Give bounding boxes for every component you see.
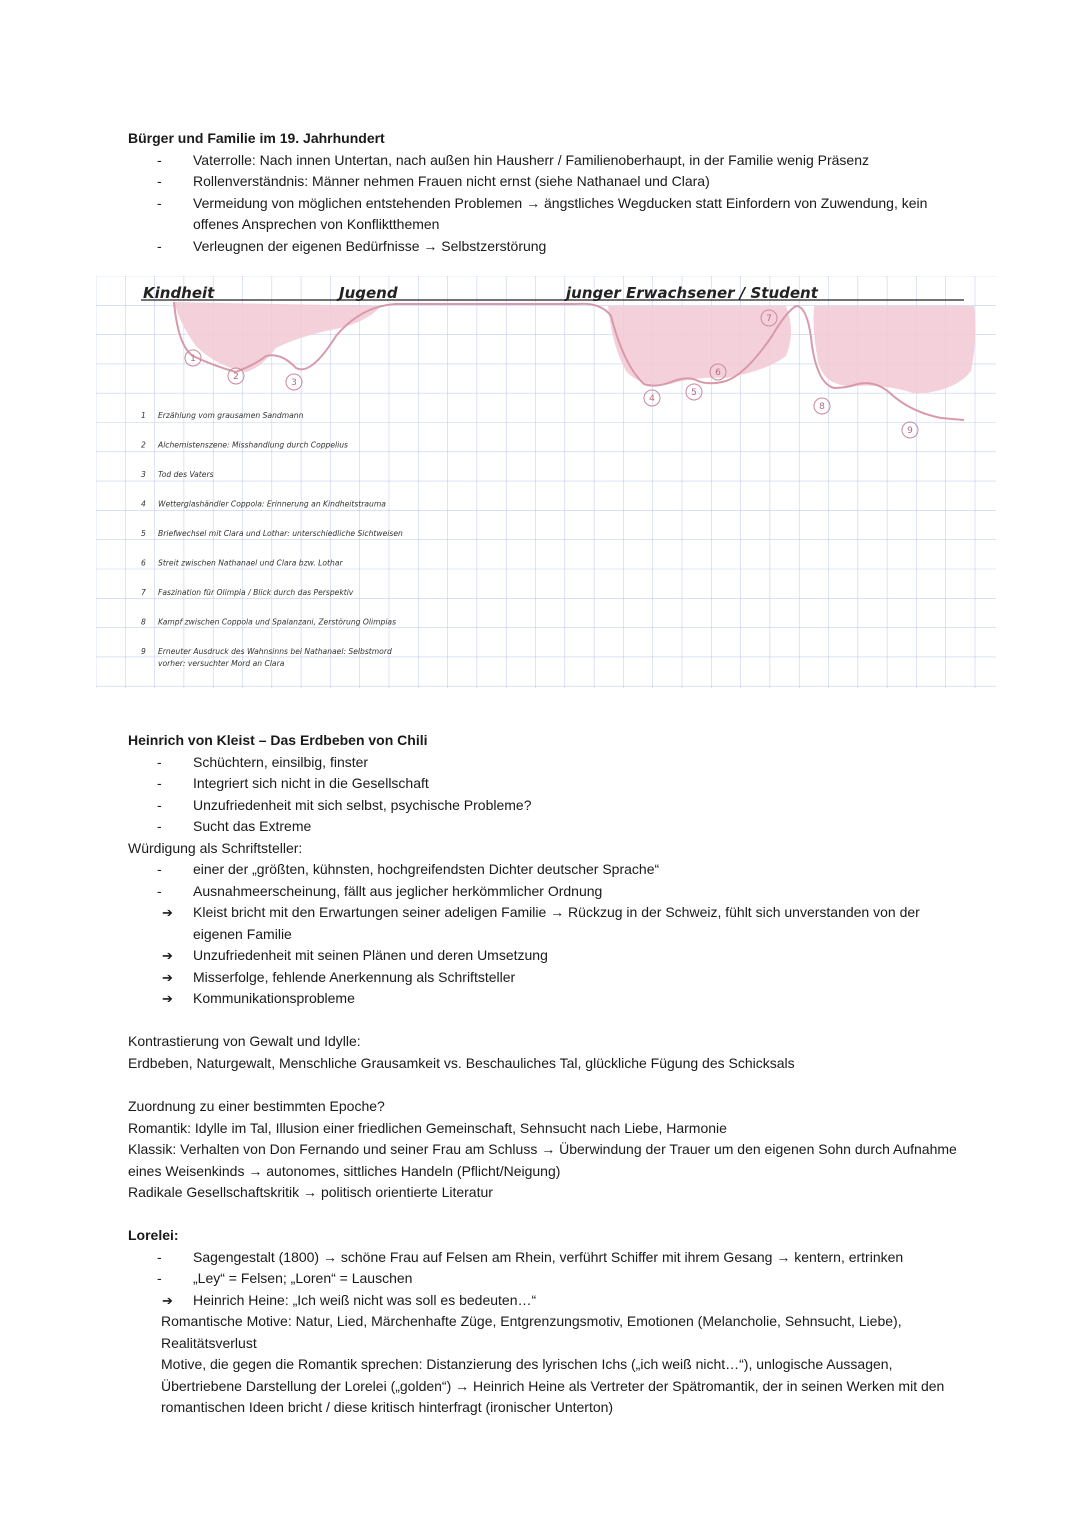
paragraph: Klassik: Verhalten von Don Fernando und seiner Frau am Schluss → Überwindung der Trauer um den eigenen Sohn durch Aufnahme eines Weisenkinds → autonomes, sittliches Handeln (Pflicht/Neigung)	[128, 1141, 957, 1179]
bullet-list	[128, 752, 958, 838]
list-item: - Rollenverständnis: Männer nehmen Frauen nicht ernst (siehe Nathanael und Clara)	[128, 171, 958, 193]
section-kleist	[128, 730, 958, 1010]
legend-number: 8	[141, 617, 146, 627]
legend-number: 4	[141, 499, 146, 509]
list-item: - Verleugnen der eigenen Bedürfnisse → Selbstzerstörung	[128, 236, 958, 258]
list-item: - Unzufriedenheit mit sich selbst, psychische Probleme?	[128, 795, 958, 817]
section-epoche	[128, 1096, 958, 1204]
subtitle: Würdigung als Schriftsteller:	[128, 839, 303, 856]
arrow-item: ➔ Misserfolge, fehlende Anerkennung als Schriftsteller	[128, 967, 958, 989]
section-title: Lorelei:	[128, 1227, 179, 1243]
list-item: - Integriert sich nicht in die Gesellschaft	[128, 773, 958, 795]
legend-number: 2	[141, 440, 146, 450]
legend-text: Wetterglashändler Coppola: Erinnerung an Kindheitstrauma	[158, 499, 386, 509]
legend-text: Alchemistenszene: Misshandlung durch Coppelius	[158, 440, 349, 450]
arrow-item: ➔ Unzufriedenheit mit seinen Plänen und deren Umsetzung	[128, 945, 958, 967]
paragraph: Radikale Gesellschaftskritik → politisch orientierte Literatur	[128, 1184, 493, 1200]
legend-number: 3	[141, 470, 146, 479]
event-marker-number: 3	[291, 378, 297, 388]
event-marker-number: 2	[233, 372, 239, 382]
legend-number: 6	[141, 558, 146, 568]
list-item: - Ausnahmeerscheinung, fällt aus jeglicher herkömmlicher Ordnung	[128, 881, 958, 903]
diagram-svg	[96, 276, 996, 688]
paragraph: Zuordnung zu einer bestimmten Epoche?	[128, 1098, 385, 1114]
event-marker-number: 1	[190, 354, 196, 364]
phase-jugend: Jugend	[339, 284, 398, 302]
paragraph: Romantik: Idylle im Tal, Illusion einer friedlichen Gemeinschaft, Sehnsucht nach Liebe, Harmonie	[128, 1119, 727, 1136]
list-item: - Vaterrolle: Nach innen Untertan, nach außen hin Hausherr / Familienoberhaupt, in der Familie wenig Präsenz	[128, 150, 958, 172]
section-title: Heinrich von Kleist – Das Erdbeben von Chili	[128, 732, 428, 748]
legend-text: Briefwechsel mit Clara und Lothar: unterschiedliche Sichtweisen	[158, 529, 403, 538]
arrow-item: ➔ Kommunikationsprobleme	[128, 988, 958, 1010]
paragraph: Romantische Motive: Natur, Lied, Märchenhafte Züge, Entgrenzungsmotiv, Emotionen (Melancholie, Sehnsucht, Liebe), Realitätsverlust	[161, 1313, 902, 1351]
paragraph: Kontrastierung von Gewalt und Idylle:	[128, 1033, 361, 1049]
legend-text: Streit zwischen Nathanael und Clara bzw. Lothar	[158, 558, 343, 568]
life-curve-diagram	[96, 276, 996, 688]
event-marker-number: 9	[907, 426, 913, 436]
legend-number: 9	[141, 647, 146, 656]
legend-text: Kampf zwischen Coppola und Spalanzani, Zerstörung Olimpias	[158, 617, 397, 627]
paragraph: Motive, die gegen die Romantik sprechen: Distanzierung des lyrischen Ichs („ich weiß nicht…“), unlogische Aussagen, Übertriebene Darstellung der Lorelei („golden“) → Heinrich Heine als Vertreter der Spätromantik, der in seinen Werken mit den romantischen Ideen bricht / diese kritisch hinterfragt (ironischer Unterton)	[161, 1356, 945, 1415]
event-marker-number: 5	[691, 388, 697, 398]
legend-number: 5	[141, 529, 146, 538]
list-item: - Schüchtern, einsilbig, finster	[128, 752, 958, 774]
legend-text-second-line: vorher: versuchter Mord an Clara	[158, 659, 285, 668]
bullet-list	[128, 1247, 958, 1312]
section-lorelei	[128, 1225, 958, 1419]
list-item: - Vermeidung von möglichen entstehenden Problemen → ängstliches Wegducken statt Einfordern von Zuwendung, kein offenes Ansprechen von Konfliktthemen	[128, 193, 958, 236]
legend-text: Faszination für Olimpia / Blick durch das Perspektiv	[158, 588, 354, 597]
event-marker-number: 8	[819, 402, 825, 412]
phase-student: junger Erwachsener / Student	[566, 284, 818, 302]
arrow-item: ➔ Kleist bricht mit den Erwartungen seiner adeligen Familie → Rückzug in der Schweiz, fühlt sich unverstanden von der eigenen Familie	[128, 902, 958, 945]
event-marker-number: 4	[649, 394, 655, 404]
shade-region-student-2	[814, 306, 976, 394]
bullet-list	[128, 150, 958, 258]
list-item: - „Ley“ = Felsen; „Loren“ = Lauschen	[128, 1268, 958, 1290]
section-buerger-familie	[128, 128, 958, 257]
event-marker-number: 6	[715, 368, 721, 378]
legend-text: Erneuter Ausdruck des Wahnsinns bei Nathanael: Selbstmord	[158, 647, 392, 656]
phase-kindheit: Kindheit	[143, 284, 215, 302]
event-marker-number: 7	[766, 314, 772, 324]
paragraph: Erdbeben, Naturgewalt, Menschliche Grausamkeit vs. Beschauliches Tal, glückliche Fügung des Schicksals	[128, 1054, 795, 1071]
list-item: - Sucht das Extreme	[128, 816, 958, 838]
legend-number: 1	[141, 411, 146, 420]
list-item: - einer der „größten, kühnsten, hochgreifendsten Dichter deutscher Sprache“	[128, 859, 958, 881]
legend-text: Erzählung vom grausamen Sandmann	[158, 411, 304, 420]
list-item: - Sagengestalt (1800) → schöne Frau auf Felsen am Rhein, verführt Schiffer mit ihrem Gesang → kentern, ertrinken	[128, 1247, 958, 1269]
legend-text: Tod des Vaters	[158, 470, 214, 479]
legend-number: 7	[141, 588, 146, 597]
section-title: Bürger und Familie im 19. Jahrhundert	[128, 130, 385, 146]
section-kontrast	[128, 1031, 958, 1074]
bullet-list-2	[128, 859, 958, 1010]
arrow-item: ➔ Heinrich Heine: „Ich weiß nicht was soll es bedeuten…“	[128, 1290, 958, 1312]
